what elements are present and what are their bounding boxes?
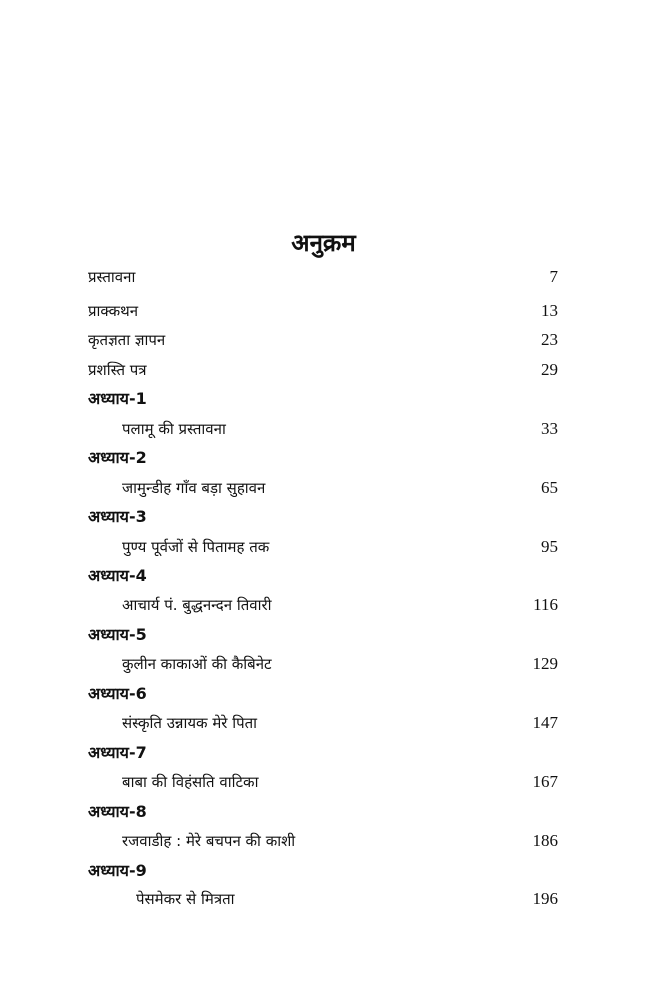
toc-entry: [88, 264, 558, 290]
chapter-page: 33: [541, 419, 558, 438]
chapter-page: 186: [532, 831, 558, 850]
entry-label: प्रस्तावना: [88, 268, 136, 286]
chapter-number: अध्याय-1: [88, 389, 147, 408]
chapter-title: पुण्य पूर्वजों से पितामह तक: [122, 538, 270, 556]
page-title: अनुक्रम: [291, 229, 356, 257]
chapter-page: 167: [532, 772, 558, 791]
chapter-title: पेसमेकर से मित्रता: [136, 890, 235, 908]
chapter-title: संस्कृति उन्नायक मेरे पिता: [122, 714, 258, 732]
chapter-entry: [88, 534, 558, 560]
chapter-title: रजवाडीह : मेरे बचपन की काशी: [122, 832, 296, 850]
chapter-number: अध्याय-4: [88, 566, 147, 585]
chapter-entry: [88, 592, 558, 618]
chapter-page: 65: [541, 478, 558, 497]
chapter-entry: [88, 416, 558, 442]
chapter-title: पलामू की प्रस्तावना: [122, 420, 226, 438]
chapter-title: कुलीन काकाओं की कैबिनेट: [122, 655, 272, 673]
entry-page: 13: [541, 301, 558, 320]
chapter-entry: [88, 475, 558, 501]
chapter-entry: [88, 828, 558, 854]
chapter-title: बाबा की विहंसति वाटिका: [122, 773, 259, 791]
chapter-page: 196: [532, 889, 558, 908]
chapter-heading: [88, 799, 558, 825]
chapter-entry: [88, 651, 558, 677]
chapter-page: 95: [541, 537, 558, 556]
chapter-heading: [88, 622, 558, 648]
chapter-heading: [88, 858, 558, 884]
chapter-heading: [88, 445, 558, 471]
chapter-number: अध्याय-8: [88, 802, 147, 821]
toc-entry: [88, 357, 558, 383]
toc-entry: [88, 327, 558, 353]
chapter-heading: [88, 504, 558, 530]
entry-page: 29: [541, 360, 558, 379]
chapter-number: अध्याय-7: [88, 743, 147, 762]
chapter-title: आचार्य पं. बुद्धनन्दन तिवारी: [122, 596, 272, 614]
entry-page: 7: [549, 267, 558, 286]
chapter-number: अध्याय-9: [88, 861, 147, 880]
chapter-page: 116: [533, 595, 558, 614]
chapter-heading: [88, 740, 558, 766]
chapter-number: अध्याय-5: [88, 625, 147, 644]
chapter-number: अध्याय-3: [88, 507, 147, 526]
chapter-page: 147: [532, 713, 558, 732]
chapter-heading: [88, 563, 558, 589]
chapter-title: जामुन्डीह गाँव बड़ा सुहावन: [122, 479, 266, 497]
chapter-number: अध्याय-2: [88, 448, 147, 467]
chapter-entry: [88, 886, 558, 912]
chapter-heading: [88, 681, 558, 707]
toc-entry: [88, 298, 558, 324]
entry-label: प्रशस्ति पत्र: [88, 361, 147, 379]
chapter-entry: [88, 710, 558, 736]
chapter-heading: [88, 386, 558, 412]
chapter-entry: [88, 769, 558, 795]
chapter-number: अध्याय-6: [88, 684, 147, 703]
entry-label: प्राक्कथन: [88, 302, 139, 320]
chapter-page: 129: [532, 654, 558, 673]
entry-label: कृतज्ञता ज्ञापन: [88, 331, 166, 349]
entry-page: 23: [541, 330, 558, 349]
